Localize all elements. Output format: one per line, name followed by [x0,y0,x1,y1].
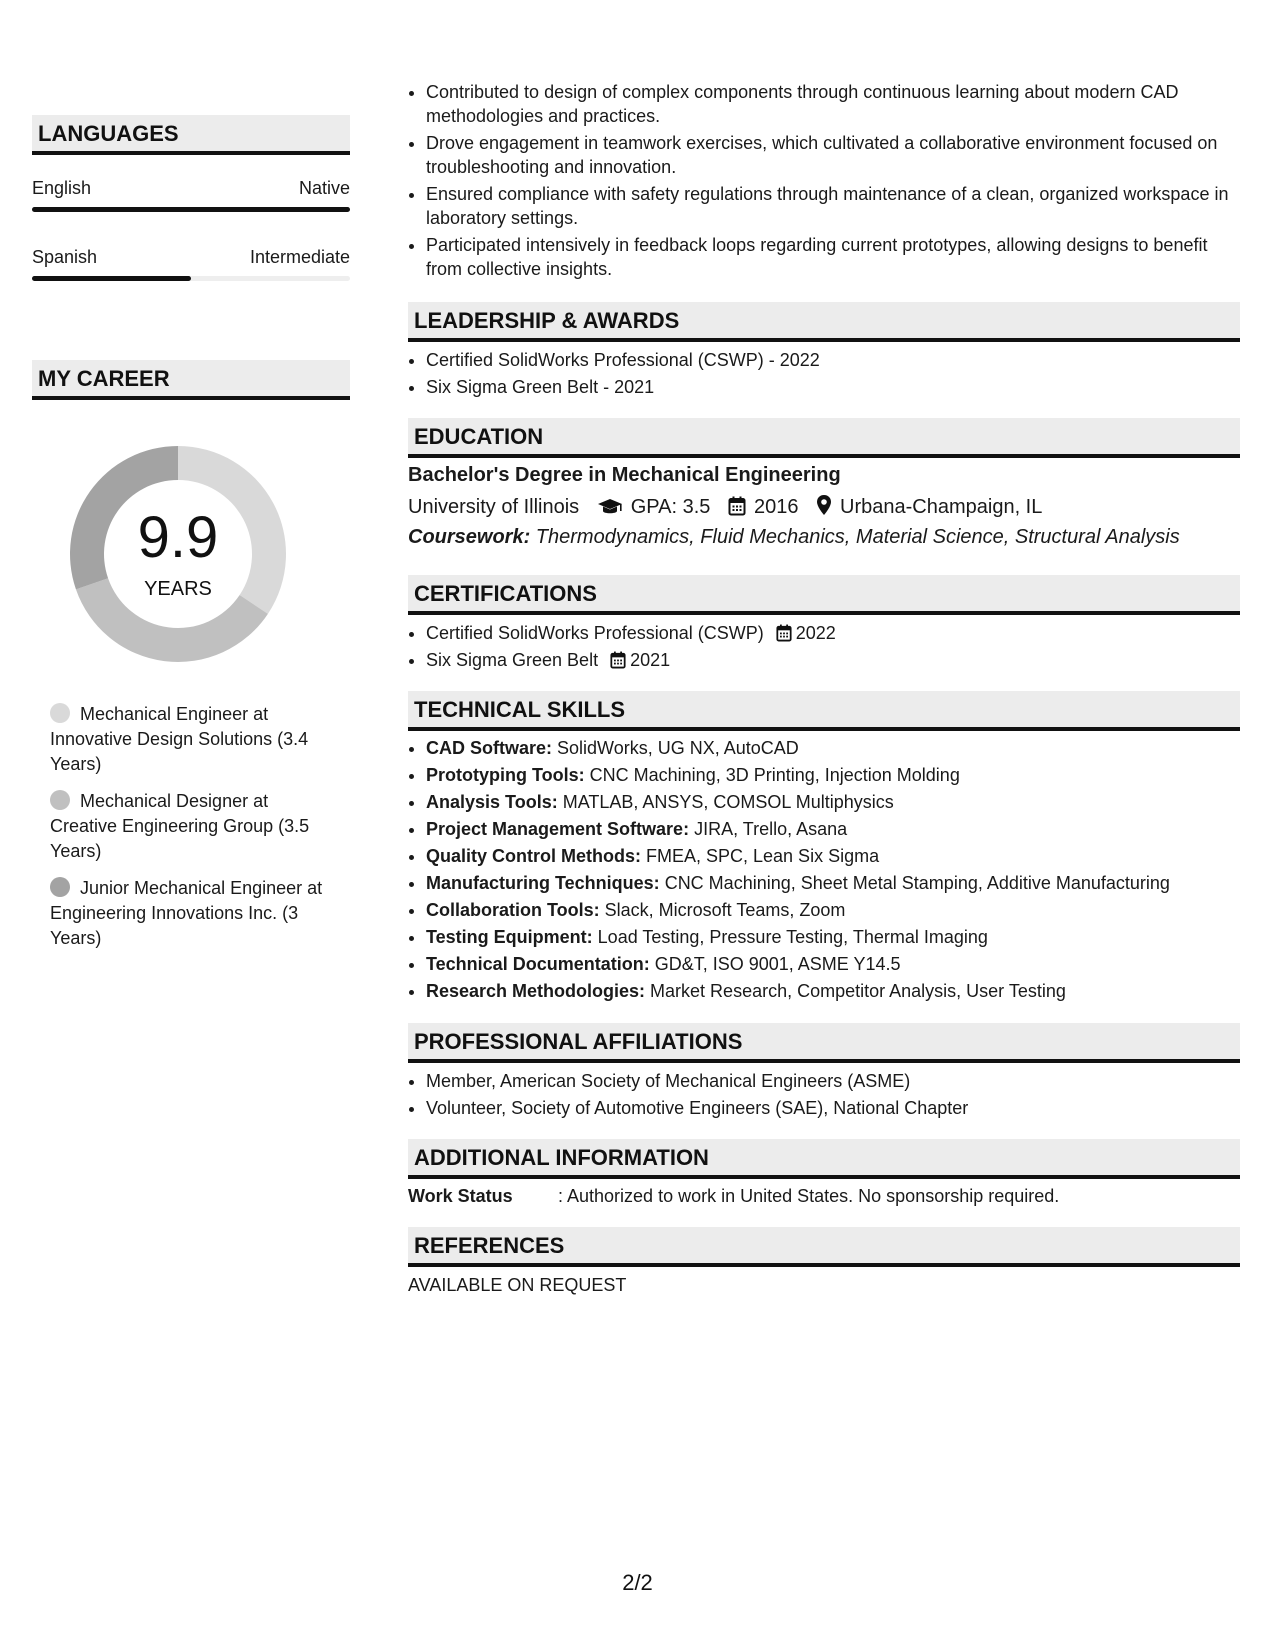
skill-label: Technical Documentation: [426,954,650,974]
language-proficiency-fill [32,207,350,212]
career-heading: MY CAREER [32,360,350,400]
education-meta [408,494,1042,519]
map-pin-icon [816,494,832,516]
skill-value: MATLAB, ANSYS, COMSOL Multiphysics [557,792,894,812]
graduation-year: 2016 [753,496,799,518]
skills-heading: TECHNICAL SKILLS [408,691,1240,731]
leadership-item: • Certified SolidWorks Professional (CSWP) - 2022 [426,347,820,374]
additional-info-heading: ADDITIONAL INFORMATION [408,1139,1240,1179]
coursework-list: Thermodynamics, Fluid Mechanics, Material Science, Structural Analysis [530,526,1180,548]
certification-year: 2021 [630,650,671,670]
coursework [408,526,1180,549]
career-role-label: Mechanical Designer at Creative Engineering Group (3.5 Years) [50,791,310,861]
language-level: Intermediate [249,247,350,267]
experience-bullets [408,80,1240,284]
skill-item [426,951,1170,978]
calendar-icon [610,651,626,669]
experience-bullet: • Drove engagement in teamwork exercises, which cultivated a collaborative environment focused on troubleshooting and innovation. [426,131,1240,179]
references-heading: REFERENCES [408,1227,1240,1267]
language-proficiency-fill [32,276,191,281]
languages-heading: LANGUAGES [32,115,350,155]
page-number: 2/2 [622,1570,653,1595]
graduation-cap-icon [597,498,623,516]
language-level: Native [298,178,350,198]
experience-bullet: • Participated intensively in feedback loops regarding current prototypes, allowing designs to benefit from collective insights. [426,233,1240,281]
references-text: AVAILABLE ON REQUEST [408,1275,627,1295]
work-status-row [408,1186,1059,1207]
skill-value: JIRA, Trello, Asana [689,819,848,839]
skill-label: Testing Equipment: [426,927,593,947]
skill-value: Market Research, Competitor Analysis, User Testing [645,981,1066,1001]
skill-value: CNC Machining, Sheet Metal Stamping, Additive Manufacturing [659,873,1170,893]
coursework-label: Coursework: [408,526,531,548]
certifications-list [408,620,836,674]
skill-label: Quality Control Methods: [426,846,641,866]
certification-name: Certified SolidWorks Professional (CSWP) [426,623,764,643]
skill-label: Prototyping Tools: [426,765,585,785]
legend-dot [50,703,70,723]
skill-item [426,924,1170,951]
certification-item [426,647,836,674]
career-legend-item [50,876,335,951]
skill-value: Load Testing, Pressure Testing, Thermal Imaging [592,927,988,947]
career-role-label: Junior Mechanical Engineer at Engineering Innovations Inc. (3 Years) [50,878,323,948]
certification-name: Six Sigma Green Belt [426,650,599,670]
work-status-key: Work Status [408,1186,513,1206]
skill-item [426,978,1170,1005]
skill-label: Research Methodologies: [426,981,646,1001]
skill-item [426,816,1170,843]
language-proficiency-bar [32,207,350,212]
calendar-icon [776,624,792,642]
skill-value: FMEA, SPC, Lean Six Sigma [641,846,880,866]
gpa: GPA: 3.5 [630,496,711,518]
school-name: University of Illinois [408,496,580,518]
leadership-item: • Six Sigma Green Belt - 2021 [426,374,820,401]
skill-label: Collaboration Tools: [426,900,600,920]
work-status-value: : Authorized to work in United States. No sponsorship required. [558,1186,1060,1206]
legend-dot [50,877,70,897]
language-name: English [32,178,92,198]
skill-value: CNC Machining, 3D Printing, Injection Molding [584,765,960,785]
education-heading: EDUCATION [408,418,1240,458]
experience-bullet: • Contributed to design of complex components through continuous learning about modern CAD methodologies and practices. [426,80,1240,128]
certification-year: 2022 [795,623,836,643]
career-total-years: 9.9 [137,505,219,570]
leadership-list [408,347,820,401]
language-name: Spanish [32,247,98,267]
skill-label: CAD Software: [426,738,553,758]
leadership-heading: LEADERSHIP & AWARDS [408,302,1240,342]
degree-title: Bachelor's Degree in Mechanical Engineering [408,464,841,486]
affiliations-heading: PROFESSIONAL AFFILIATIONS [408,1023,1240,1063]
career-legend-item [50,789,335,864]
skill-value: GD&T, ISO 9001, ASME Y14.5 [649,954,901,974]
skill-item [426,762,1170,789]
skill-item [426,843,1170,870]
skill-label: Analysis Tools: [426,792,558,812]
skill-item [426,870,1170,897]
career-total-unit: YEARS [144,578,212,600]
calendar-icon [728,496,746,516]
skill-item [426,735,1170,762]
certification-item [426,620,836,647]
affiliations-list [408,1068,968,1122]
career-role-label: Mechanical Engineer at Innovative Design Solutions (3.4 Years) [50,704,309,774]
language-proficiency-bar [32,276,350,281]
skill-label: Manufacturing Techniques: [426,873,660,893]
skill-value: SolidWorks, UG NX, AutoCAD [552,738,799,758]
skill-item [426,789,1170,816]
career-donut-chart [64,440,292,668]
affiliation-item: • Volunteer, Society of Automotive Engineers (SAE), National Chapter [426,1095,968,1122]
affiliation-item: • Member, American Society of Mechanical Engineers (ASME) [426,1068,968,1095]
skills-list [408,735,1170,1005]
skill-label: Project Management Software: [426,819,690,839]
legend-dot [50,790,70,810]
school-location: Urbana-Champaign, IL [840,496,1043,518]
skill-item [426,897,1170,924]
career-legend-item [50,702,335,777]
career-legend [50,702,335,963]
experience-bullet: • Ensured compliance with safety regulations through maintenance of a clean, organized workspace in laboratory settings. [426,182,1240,230]
skill-value: Slack, Microsoft Teams, Zoom [599,900,846,920]
certifications-heading: CERTIFICATIONS [408,575,1240,615]
